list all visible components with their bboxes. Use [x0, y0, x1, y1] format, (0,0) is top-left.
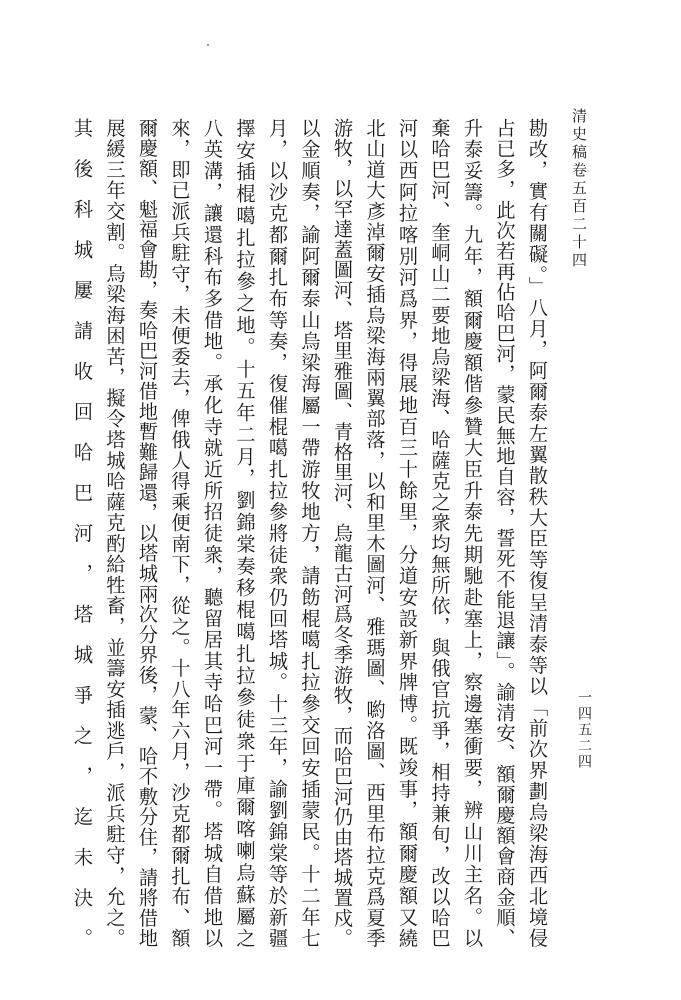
text-line: 游牧，以罕達蓋圖河、塔里雅圖、青格里河、烏龍古河爲冬季游牧，而哈巴河仍由塔城置戍。: [331, 118, 354, 948]
text-line: 棄哈巴河、奎峒山二要地烏梁海、哈薩克之衆均無所依，與俄官抗爭，相持兼旬，改以哈巴: [428, 118, 452, 948]
text-line: 北山道大彥淖爾安插烏梁海兩翼部落，以和里木圖河、雅瑪圖、喲洛圖、西里布拉克爲夏季: [363, 118, 387, 948]
text-line: 展緩三年交割。烏梁海困苦，擬令塔城哈薩克酌給牲畜，並籌安插逃戶，派兵駐守，允之。: [103, 118, 127, 948]
text-line: 擇安插棍噶扎拉參之地。十五年二月，劉錦棠奏移棍噶扎拉參徒衆于庫爾喀喇烏蘇屬之: [233, 118, 257, 948]
text-line: 升泰妥籌。九年，額爾慶額偕參贊大臣升泰先期馳赴塞上，察邊塞衝要，辨山川主名。以: [461, 118, 484, 948]
running-header: 清史稿卷五百二十四: [570, 108, 588, 270]
text-line: 月，以沙克都爾扎布等奏，復催棍噶扎拉參將徒衆仍回塔城。十三年，諭劉錦棠等於新疆: [266, 118, 289, 948]
text-line: 來，即已派兵駐守，未便委去，俾俄人得乘便南下，從之。十八年六月，沙克都爾扎布、額: [168, 118, 192, 948]
page-number: 一四五二四: [576, 690, 592, 770]
text-line: 八英溝，讓還科布多借地。承化寺就近所招徒衆，聽留居其寺哈巴河一帶。塔城自借地以: [201, 118, 224, 948]
text-line: 其後科城屢請收回哈巴河，塔城爭之，迄未決。: [71, 118, 94, 948]
text-line: 河以西阿拉喀別河爲界，得展地百三十餘里，分道安設新界牌博。既竣事，額爾慶額又繞: [396, 118, 419, 948]
main-text: [71, 118, 553, 948]
text-line: 占已多，此次若再佔哈巴河，蒙民無地自容，誓死不能退讓」。諭清安、額爾慶額會商金順、: [493, 118, 517, 948]
ink-speck: [207, 44, 209, 46]
text-line: 勘改，實有關礙。」八月，阿爾泰左翼散秩大臣等復呈清泰等以「前次界劃烏梁海西北境侵: [526, 118, 549, 948]
text-line: 以金順奏，諭阿爾泰山烏梁海屬一帶游牧地方，請飭棍噶扎拉參交回安插蒙民。十二年七: [298, 118, 322, 948]
text-line: 爾慶額、魁福會勘，奏哈巴河借地暫難歸還，以塔城兩次分界後，蒙、哈不敷分住，請將借地: [136, 118, 159, 948]
